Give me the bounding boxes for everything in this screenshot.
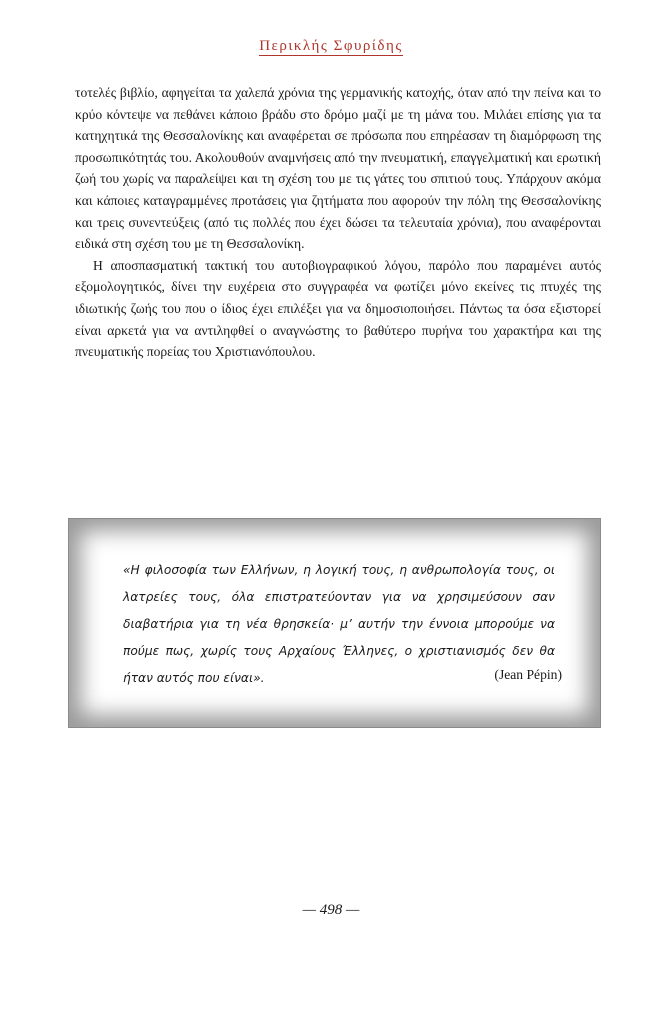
running-header [0,38,662,55]
paragraph: τοτελές βιβλίο, αφηγείται τα χαλεπά χρόνια της γερμανικής κατοχής, όταν από την πείνα και το κρύο κόντεψε να πεθάνει κάποιο βράδυ στο δρόμο μαζί με τη μάνα του. Μιλάει επίσης για τα κατηχητικά της Θεσσαλονίκης και αναφέρεται σε πρόσωπα που επηρέασαν τη διαμόρφωση της προσωπικότητάς του. Ακολουθούν αναμνήσεις από την πνευματική, επαγγελματική και ερωτική ζωή του χωρίς να παραλείψει και τη σχέση του με τις γάτες του σπιτιού τους. Υπάρχουν ακόμα και κάποιες καταγραμμένες προτάσεις για ζητήματα που αφορούν την πόλη της Θεσσαλονίκης και τρεις συνεντεύξεις (από τις πολλές που έχει δώσει τα τελευταία χρόνια), που αναφέρονται ειδικά στη σχέση του με τη Θεσσαλονίκη. [75,85,601,252]
quote-text [123,557,555,692]
quote-box [68,518,601,728]
body-text [75,82,601,363]
author-name: Περικλής Σφυρίδης [259,38,403,54]
paragraph: Η αποσπασματική τακτική του αυτοβιογραφικού λόγου, παρόλο που παραμένει αυτός εξομολογητικός, δίνει την ευχέρεια στο συγγραφέα να φωτίζει μόνο εκείνες τις πτυχές της ιδιωτικής ζωής του που ο ίδιος έχει επιλέξει για να δημοσιοποιήσει. Πάντως τα όσα εξιστορεί είναι αρκετά για να αντιληφθεί ο αναγνώστης το βαθύτερο πυρήνα του χαρακτήρα και της πνευματικής πορείας του Χριστιανόπουλου. [75,257,601,360]
quote-author: (Jean Pépin) [494,667,562,682]
page-number: — 498 — [302,902,360,918]
quote-paragraph: «Η φιλοσοφία των Ελλήνων, η λογική τους, η ανθρωπολογία τους, οι λατρείες τους, όλα επιστρατεύονταν για να χρησιμεύσουν σαν διαβατήρια για τη νέα θρησκεία· μ’ αυτήν την έννοια μπορούμε να πούμε πως, χωρίς τους Αρχαίους Έλληνες, ο χριστιανισμός δεν θα ήταν αυτός που είναι». [123,563,555,685]
